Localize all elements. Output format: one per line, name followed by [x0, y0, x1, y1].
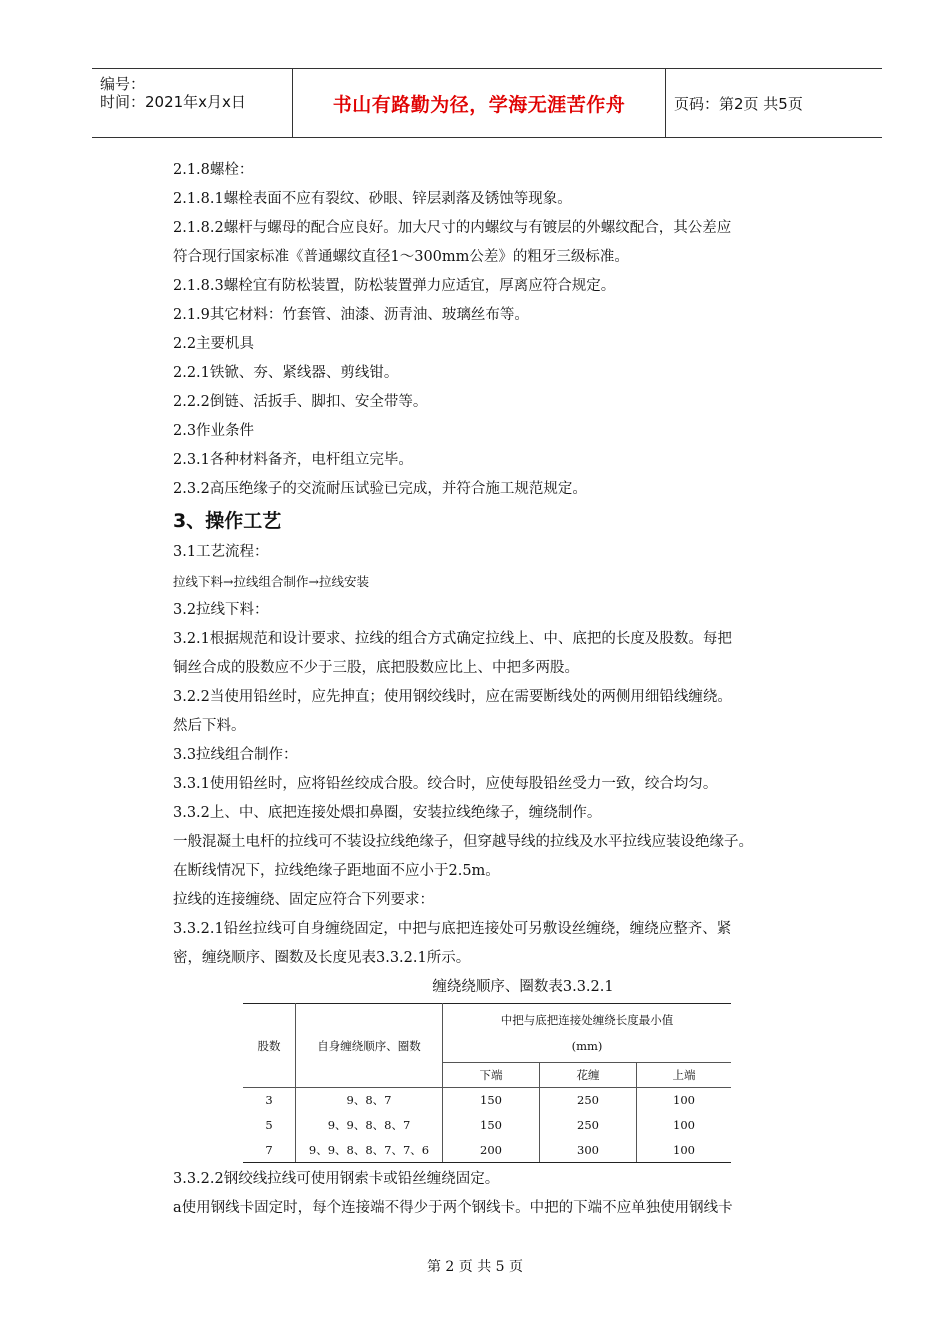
table-subheader: 花缠	[540, 1063, 637, 1088]
table-cell: 9、9、8、8、7、7、6	[296, 1138, 443, 1163]
table-cell: 250	[540, 1088, 637, 1113]
paragraph: 2.2.1铁锨、夯、紧线器、剪线钳。	[173, 365, 399, 381]
header-page-label: 页码：第2页 共5页	[674, 94, 803, 113]
paragraph: 2.1.8.1螺栓表面不应有裂纹、砂眼、锌层剥落及锈蚀等现象。	[173, 191, 572, 207]
paragraph: 一般混凝土电杆的拉线可不装设拉线绝缘子，但穿越导线的拉线及水平拉线应装设绝缘子。	[173, 834, 753, 850]
paragraph: 符合现行国家标准《普通螺纹直径1～300mm公差》的粗牙三级标准。	[173, 249, 629, 265]
paragraph: 铜丝合成的股数应不少于三股，底把股数应比上、中把多两股。	[173, 660, 579, 676]
paragraph: 3.3.2.1铅丝拉线可自身缠绕固定，中把与底把连接处可另敷设丝缠绕，缠绕应整齐、紧	[173, 921, 732, 937]
doc-number-label: 编号：	[100, 75, 146, 93]
table-cell: 100	[673, 1118, 695, 1132]
table-header-order: 自身缠绕顺序、圈数	[296, 1004, 443, 1088]
table-cell: 150	[443, 1088, 540, 1113]
page-footer: 第 2 页 共 5 页	[426, 1259, 524, 1275]
table-row	[243, 1113, 731, 1138]
paragraph: 密，缠绕顺序、圈数及长度见表3.3.2.1所示。	[173, 950, 471, 966]
paragraph: 2.3作业条件	[173, 423, 255, 439]
paragraph: 2.1.9其它材料：竹套管、油漆、沥青油、玻璃丝布等。	[173, 307, 529, 323]
table-cell: 3	[243, 1088, 296, 1113]
table-cell: 200	[443, 1138, 540, 1163]
flow-text: 拉线下料→拉线组合制作→拉线安装	[173, 574, 369, 589]
header-table	[92, 68, 882, 138]
table-row	[243, 1088, 731, 1113]
paragraph: 3.3.1使用铅丝时，应将铅丝绞成合股。绞合时，应使每股铅丝受力一致，绞合均匀。	[173, 776, 718, 792]
table-cell: 250	[540, 1113, 637, 1138]
paragraph: 2.1.8.3螺栓宜有防松装置，防松装置弹力应适宜，厚离应符合规定。	[173, 278, 616, 294]
table-cell: 9、9、8、8、7	[296, 1113, 443, 1138]
paragraph: 2.2主要机具	[173, 336, 255, 352]
table-cell: 7	[243, 1138, 296, 1163]
doc-time-label: 时间：2021年x月x日	[100, 93, 246, 111]
header-meta-cell	[92, 69, 293, 137]
paragraph: 3.3.2上、中、底把连接处煨扣鼻圈，安装拉线绝缘子，缠绕制作。	[173, 805, 602, 821]
table-cell: 300	[540, 1138, 637, 1163]
table-row	[243, 1138, 731, 1163]
paragraph: 2.3.2高压绝缘子的交流耐压试验已完成，并符合施工规范规定。	[173, 481, 587, 497]
table-cell: 150	[443, 1113, 540, 1138]
header-motto: 书山有路勤为径，学海无涯苦作舟	[293, 69, 666, 137]
paragraph: 3.3.2.2钢绞线拉线可使用钢索卡或铅丝缠绕固定。	[173, 1171, 500, 1187]
document-body	[173, 156, 853, 1223]
table-cell: 9、8、7	[296, 1088, 443, 1113]
flow-title: 3.1工艺流程：	[173, 544, 269, 560]
table-cell: 100	[673, 1093, 695, 1108]
paragraph: 2.1.8螺栓：	[173, 162, 254, 178]
table-header-strands: 股数	[243, 1004, 296, 1088]
paragraph: 拉线的连接缠绕、固定应符合下列要求：	[173, 892, 434, 908]
paragraph: 2.1.8.2螺杆与螺母的配合应良好。加大尺寸的内螺纹与有镀层的外螺纹配合，其公差应	[173, 220, 732, 236]
paragraph: 3.2.1根据规范和设计要求、拉线的组合方式确定拉线上、中、底把的长度及股数。每把	[173, 631, 732, 647]
paragraph: 2.3.1各种材料备齐，电杆组立完毕。	[173, 452, 413, 468]
table-header-length-label: 中把与底把连接处缠绕长度最小值	[500, 1013, 674, 1027]
paragraph: 2.2.2倒链、活扳手、脚扣、安全带等。	[173, 394, 428, 410]
section-heading: 3、操作工艺	[173, 510, 282, 532]
table-cell: 100	[637, 1138, 732, 1163]
winding-table	[243, 1003, 731, 1163]
paragraph: 3.2拉线下料：	[173, 602, 269, 618]
table-header-length	[443, 1004, 732, 1063]
paragraph: 在断线情况下，拉线绝缘子距地面不应小于2.5m。	[173, 863, 500, 879]
table-subheader: 上端	[637, 1063, 732, 1088]
table-title: 缠绕绕顺序、圈数表3.3.2.1	[432, 979, 614, 995]
paragraph: 3.2.2当使用铅丝时，应先抻直；使用钢绞线时，应在需要断线处的两侧用细铅线缠绕。	[173, 689, 732, 705]
paragraph: 3.3拉线组合制作：	[173, 747, 298, 763]
table-header-length-unit: (mm)	[571, 1039, 603, 1053]
table-cell: 5	[243, 1113, 296, 1138]
paragraph: 然后下料。	[173, 718, 246, 734]
table-subheader: 下端	[443, 1063, 540, 1088]
paragraph: a使用钢线卡固定时，每个连接端不得少于两个钢线卡。中把的下端不应单独使用钢线卡	[173, 1200, 733, 1216]
